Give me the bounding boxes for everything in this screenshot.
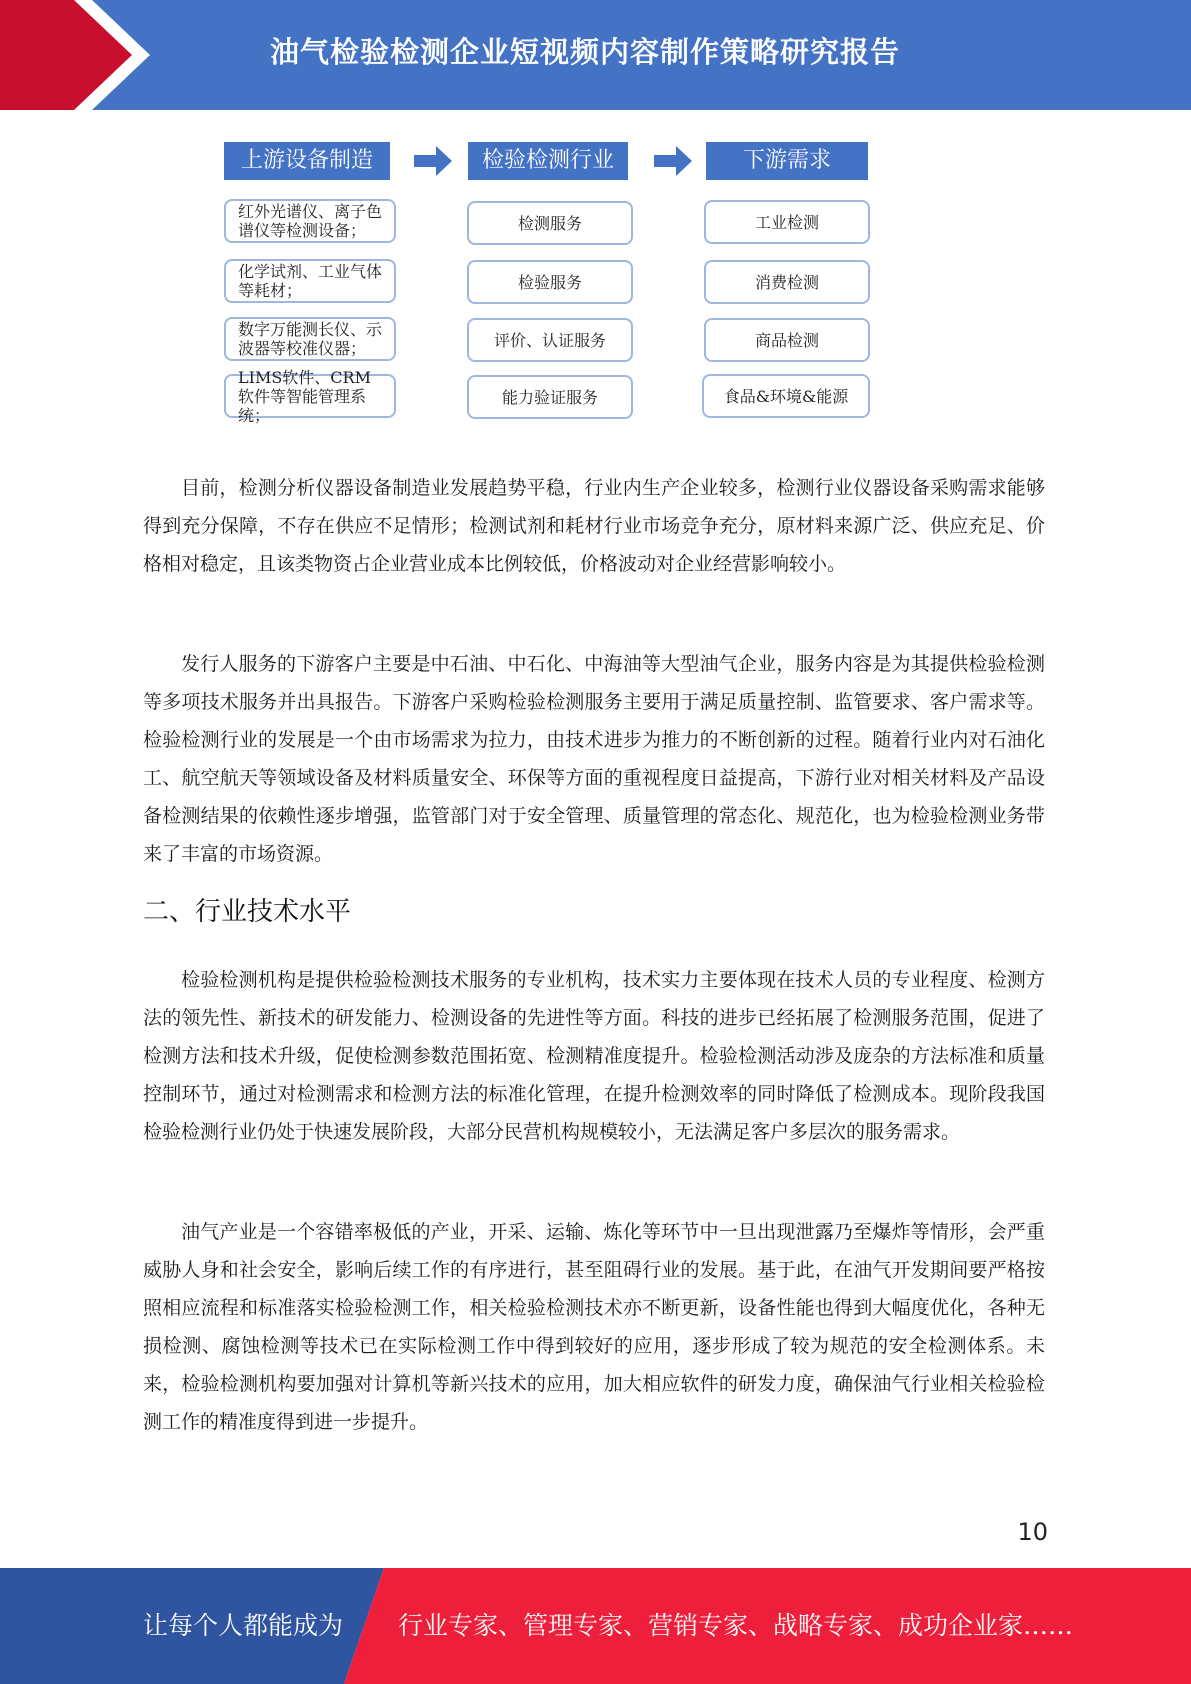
page-number: 10 (1017, 1518, 1048, 1546)
downstream-item: 工业检测 (704, 200, 870, 244)
page-footer (0, 1568, 1191, 1684)
upstream-item: 数字万能测长仪、示波器等校准仪器； (224, 317, 396, 361)
industry-item: 检测服务 (467, 201, 633, 245)
industry-chain-diagram (0, 0, 1191, 430)
industry-heading: 检验检测行业 (468, 142, 628, 180)
industry-item: 检验服务 (467, 260, 633, 304)
body-paragraph: 目前，检测分析仪器设备制造业发展趋势平稳，行业内生产企业较多，检测行业仪器设备采购需求能够得到充分保障，不存在供应不足情形；检测试剂和耗材行业市场竞争充分，原材料来源广泛、供应充足、价格相对稳定，且该类物资占企业营业成本比例较低，价格波动对企业经营影响较小。 (143, 477, 1045, 575)
upstream-item: 红外光谱仪、离子色谱仪等检测设备； (224, 199, 396, 243)
report-title: 油气检验检测企业短视频内容制作策略研究报告 (270, 35, 901, 69)
arrow-right-icon (414, 146, 452, 176)
industry-item: 评价、认证服务 (467, 318, 633, 362)
downstream-item: 食品&环境&能源 (702, 374, 870, 418)
upstream-heading: 上游设备制造 (224, 142, 390, 180)
downstream-heading: 下游需求 (706, 142, 868, 180)
arrow-right-icon (654, 146, 692, 176)
industry-item: 能力验证服务 (467, 375, 633, 419)
footer-slogan-right: 行业专家、管理专家、营销专家、战略专家、成功企业家…… (398, 1611, 1074, 1640)
downstream-item: 商品检测 (704, 318, 870, 362)
body-paragraph: 检验检测机构是提供检验检测技术服务的专业机构，技术实力主要体现在技术人员的专业程度、检测方法的领先性、新技术的研发能力、检测设备的先进性等方面。科技的进步已经拓展了检测服务范围，促进了检测方法和技术升级，促使检测参数范围拓宽、检测精准度提升。检验检测活动涉及庞杂的方法标准和质量控制环节，通过对检测需求和检测方法的标准化管理，在提升检测效率的同时降低了检测成本。现阶段我国检验检测行业仍处于快速发展阶段，大部分民营机构规模较小，无法满足客户多层次的服务需求。 (143, 969, 1045, 1143)
downstream-item: 消费检测 (704, 260, 870, 304)
upstream-item: LIMS软件、CRM软件等智能管理系统； (224, 374, 396, 418)
body-paragraph: 发行人服务的下游客户主要是中石油、中石化、中海油等大型油气企业，服务内容是为其提供检验检测等多项技术服务并出具报告。下游客户采购检验检测服务主要用于满足质量控制、监管要求、客户需求等。检验检测行业的发展是一个由市场需求为拉力，由技术进步为推力的不断创新的过程。随着行业内对石油化工、航空航天等领域设备及材料质量安全、环保等方面的重视程度日益提高，下游行业对相关材料及产品设备检测结果的依赖性逐步增强，监管部门对于安全管理、质量管理的常态化、规范化，也为检验检测业务带来了丰富的市场资源。 (143, 653, 1045, 865)
footer-slogan-left: 让每个人都能成为 (143, 1611, 344, 1640)
body-paragraph: 油气产业是一个容错率极低的产业，开采、运输、炼化等环节中一旦出现泄露乃至爆炸等情形，会严重威胁人身和社会安全，影响后续工作的有序进行，甚至阻碍行业的发展。基于此，在油气开发期间要严格按照相应流程和标准落实检验检测工作，相关检验检测技术亦不断更新，设备性能也得到大幅度优化，各种无损检测、腐蚀检测等技术已在实际检测工作中得到较好的应用，逐步形成了较为规范的安全检测体系。未来，检验检测机构要加强对计算机等新兴技术的应用，加大相应软件的研发力度，确保油气行业相关检验检测工作的精准度得到进一步提升。 (143, 1221, 1045, 1433)
upstream-item: 化学试剂、工业气体等耗材； (224, 259, 396, 303)
section-heading: 二、行业技术水平 (143, 897, 352, 927)
